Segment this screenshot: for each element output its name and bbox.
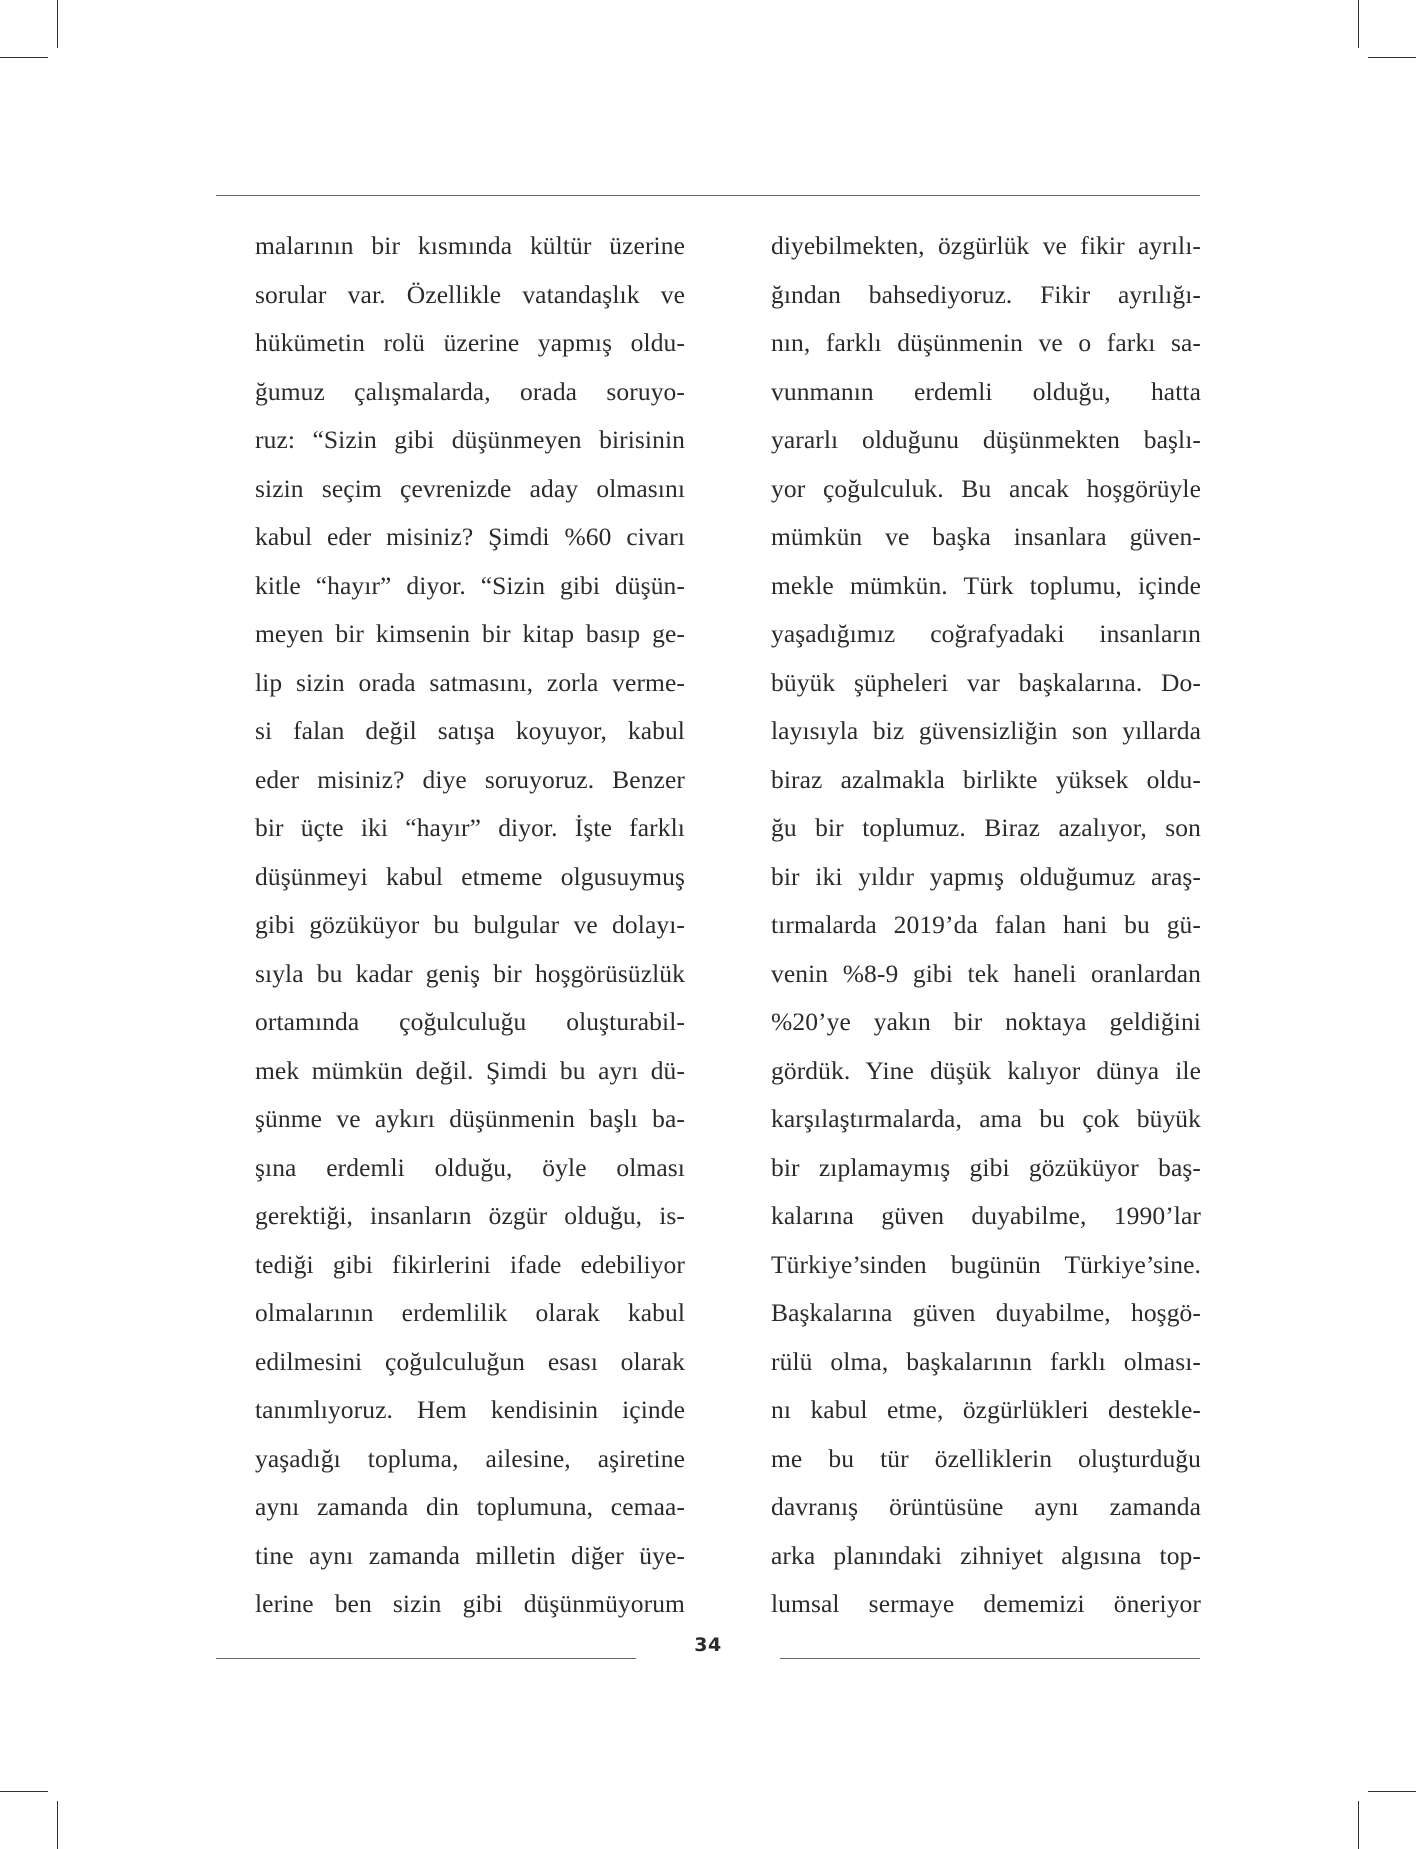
page-number: 34 [694,1634,722,1656]
text-line: yararlı olduğunu düşünmekten başlı- [771,425,1201,454]
text-line: venin %8-9 gibi tek haneli oranlardan [771,958,1201,988]
text-line: tine aynı zamanda milletin diğer üye- [255,1540,685,1570]
text-line: layısıyla biz güvensizliğin son yıllarda [771,716,1201,745]
text-line: si falan değil satışa koyuyor, kabul [255,716,685,745]
text-line: %20’ye yakın bir noktaya geldiğini [771,1007,1201,1036]
text-line: meyen bir kimsenin bir kitap basıp ge- [255,619,685,648]
text-line: aynı zamanda din toplumuna, cemaa- [255,1492,685,1521]
text-line: mümkün ve başka insanlara güven- [771,522,1201,551]
text-line: tırmalarda 2019’da falan hani bu gü- [771,910,1201,939]
header-rule [216,195,1200,196]
text-line: lip sizin orada satmasını, zorla verme- [255,667,685,697]
crop-mark-top-right-vertical [1358,0,1359,48]
text-line: edilmesini çoğulculuğun esası olarak [255,1346,685,1376]
text-line: bir üçte iki “hayır” diyor. İşte farklı [255,813,685,842]
text-line: malarının bir kısmında kültür üzerine [255,231,685,260]
text-line: bir zıplamaymış gibi gözüküyor baş- [771,1152,1201,1182]
text-line: kabul eder misiniz? Şimdi %60 civarı [255,522,685,551]
text-line: büyük şüpheleri var başkalarına. Do- [771,667,1201,697]
text-line: lumsal sermaye dememizi öneriyor [771,1589,1201,1618]
text-line: kitle “hayır” diyor. “Sizin gibi düşün- [255,570,685,600]
text-line: eder misiniz? diye soruyoruz. Benzer [255,764,685,794]
text-line: sorular var. Özellikle vatandaşlık ve [255,279,685,309]
text-line: rülü olma, başkalarının farklı olması- [771,1346,1201,1376]
text-line: düşünmeyi kabul etmeme olgusuymuş [255,861,685,891]
footer-rule-left [216,1658,636,1659]
crop-mark-bottom-right-horizontal [1368,1791,1416,1792]
text-line: yor çoğulculuk. Bu ancak hoşgörüyle [771,473,1201,503]
text-line: vunmanın erdemli olduğu, hatta [771,376,1201,406]
text-line: yaşadığımız coğrafyadaki insanların [771,619,1201,648]
text-line: Başkalarına güven duyabilme, hoşgö- [771,1298,1201,1327]
footer-rule-right [780,1658,1200,1659]
text-line: ruz: “Sizin gibi düşünmeyen birisinin [255,425,685,454]
text-line: sıyla bu kadar geniş bir hoşgörüsüzlük [255,958,685,988]
left-text-column [255,222,685,1629]
text-line: olmalarının erdemlilik olarak kabul [255,1298,685,1327]
text-line: mekle mümkün. Türk toplumu, içinde [771,570,1201,600]
crop-mark-top-left-horizontal [0,57,48,58]
text-line: gibi gözüküyor bu bulgular ve dolayı- [255,910,685,939]
text-line: arka planındaki zihniyet algısına top- [771,1540,1201,1570]
crop-mark-top-right-horizontal [1368,57,1416,58]
text-line: bir iki yıldır yapmış olduğumuz araş- [771,861,1201,891]
text-line: şına erdemli olduğu, öyle olması [255,1152,685,1182]
right-text-column [771,222,1201,1629]
text-line: kalarına güven duyabilme, 1990’lar [771,1201,1201,1230]
crop-mark-bottom-left-horizontal [0,1791,48,1792]
text-line: tanımlıyoruz. Hem kendisinin içinde [255,1395,685,1424]
text-line: ğu bir toplumuz. Biraz azalıyor, son [771,813,1201,842]
text-line: hükümetin rolü üzerine yapmış oldu- [255,328,685,357]
text-line: ğumuz çalışmalarda, orada soruyo- [255,376,685,406]
text-line: diyebilmekten, özgürlük ve fikir ayrılı- [771,231,1201,260]
text-line: Türkiye’sinden bugünün Türkiye’sine. [771,1249,1201,1279]
text-line: karşılaştırmalarda, ama bu çok büyük [771,1104,1201,1133]
text-line: sizin seçim çevrenizde aday olmasını [255,473,685,503]
text-line: gerektiği, insanların özgür olduğu, is- [255,1201,685,1230]
text-line: me bu tür özelliklerin oluşturduğu [771,1443,1201,1473]
text-line: ortamında çoğulculuğu oluşturabil- [255,1007,685,1036]
text-line: tediği gibi fikirlerini ifade edebiliyor [255,1249,685,1279]
text-line: şünme ve aykırı düşünmenin başlı ba- [255,1104,685,1133]
crop-mark-bottom-left-vertical [57,1801,58,1849]
text-line: biraz azalmakla birlikte yüksek oldu- [771,764,1201,794]
text-line: nın, farklı düşünmenin ve o farkı sa- [771,328,1201,357]
text-line: gördük. Yine düşük kalıyor dünya ile [771,1055,1201,1085]
text-line: yaşadığı topluma, ailesine, aşiretine [255,1443,685,1473]
text-line: davranış örüntüsüne aynı zamanda [771,1492,1201,1521]
text-line: lerine ben sizin gibi düşünmüyorum [255,1589,685,1618]
text-line: ğından bahsediyoruz. Fikir ayrılığı- [771,279,1201,309]
crop-mark-top-left-vertical [57,0,58,48]
crop-mark-bottom-right-vertical [1358,1801,1359,1849]
text-line: nı kabul etme, özgürlükleri destekle- [771,1395,1201,1424]
text-line: mek mümkün değil. Şimdi bu ayrı dü- [255,1055,685,1085]
